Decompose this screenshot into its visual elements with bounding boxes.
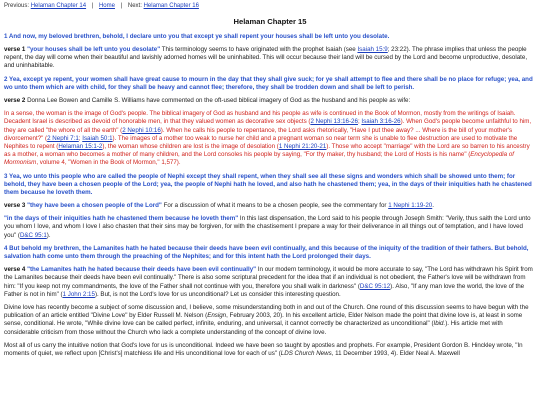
text-run: ; 23:22). The phrase implies that unless the people repent, the day will come when their beautiful and lavishly adorned homes will be uninhabited. This will occur because their land will be cursed by the Lord and become unproductive, desolate, and uninhabitable. xyxy=(4,46,528,70)
body-paragraph xyxy=(4,304,536,337)
text-run: 3 Yea, wo unto this people who are called the people of Nephi except they shall repent, when they shall see all these signs and wonders which shall be showed unto them; for behold, they have been a chosen people of the Lord; yea, the people of Nephi hath he loved, and also hath he chastened them; yea, in the days of their iniquities hath he chastened them because he loveth them. xyxy=(4,172,532,196)
next-prefix: Next: xyxy=(127,3,144,9)
chapter-content xyxy=(4,33,536,358)
verse-phrase: "the Lamanites hath he hated because their deeds have been evil continually" xyxy=(27,266,257,274)
text-run: , February 2003, 20). In his excellent article, Elder Nelson made the point that divine love is, at least in some sense, conditional. He wrote, "While divine love can be called perfect, infinite, enduring, and universal, it cannot correctly be characterized as unconditional" ( xyxy=(4,312,523,328)
scripture-verse xyxy=(4,173,536,198)
nav-separator: | xyxy=(120,3,123,9)
scripture-reference-link[interactable]: Isaiah 50:1 xyxy=(82,134,113,142)
text-run: ). Those who accept "marriage" with the Lord are so barren to his ancestry as a mother, a woman who becomes a mother of many children, and the Lord consoles his people by saying, "For thy maker, thy husband; the Lord of Hosts is his name" ( xyxy=(4,142,530,159)
text-run: ). When God's people become unfaithful to him, they are called "the whore of all the earth" ( xyxy=(4,118,532,134)
chapter-nav xyxy=(4,3,536,11)
body-paragraph xyxy=(4,342,536,358)
scripture-reference-link[interactable]: Helaman 15:1-2 xyxy=(58,142,103,150)
text-run: ). Also, "If any man love the world, the love of the Father is not in him" ( xyxy=(4,282,525,298)
scripture-reference-link[interactable]: Isaiah 3:16-26 xyxy=(361,118,401,126)
verse-label: verse 2 xyxy=(4,97,28,105)
verse-phrase: "they have been a chosen people of the Lord" xyxy=(27,202,162,210)
text-run: ). But, is not the Lord's love for us unconditional? Let us consider this interesting question. xyxy=(94,290,341,298)
text-run: This terminology seems to have originated with the prophet Isaiah (see xyxy=(160,46,358,54)
text-run: , 11 December 1993, 4). Elder Neal A. Maxwell xyxy=(331,349,460,357)
scripture-reference-link[interactable]: 1 Nephi 1:19-20 xyxy=(388,202,433,210)
scripture-verse xyxy=(4,76,536,92)
text-run: 4 But behold my brethren, the Lamanites hath he hated because their deeds have been evil continually, and this because of the iniquity of the tradition of their fathers. But behold, salvation hath come unto them through the preaching of the Nephites; and for this intent hath the Lord prolonged their days. xyxy=(4,244,529,261)
commentary-paragraph xyxy=(4,215,536,240)
text-run: In this last dispensation, the Lord said to his people through Joseph Smith: "Verily, thus saith the Lord unto you whom I love, and whom I love I also chasten that their sins may be forgiven, for with the chastisement I prepare a way for their deliverance in all things out of temptation, and I have loved you" ( xyxy=(4,215,531,239)
next-chapter-link[interactable]: Helaman Chapter 16 xyxy=(143,3,199,9)
publication-title: LDS Church News xyxy=(280,349,332,357)
text-run: ). When he calls his people to repentance, the Lord asks rhetorically, "Have I put thee away? ... Where is the bill of your mother's divorcement?" ( xyxy=(4,126,513,142)
publication-title: Ensign xyxy=(207,312,227,320)
scripture-reference-link[interactable]: 2 Nephi 13:16-26 xyxy=(310,118,358,126)
scripture-reference-link[interactable]: Isaiah 15:9 xyxy=(357,46,388,54)
text-run: ). His article met with considerable criticism from those without the Church who lack a complete understanding of the concept of divine love. xyxy=(4,320,503,336)
verse-phrase: "in the days of their iniquities hath he chastened them because he loveth them" xyxy=(4,215,239,223)
verse-label: verse 4 xyxy=(4,266,28,274)
text-run: 1 And now, my beloved brethren, behold, I declare unto you that except ye shall repent your houses shall be left unto you desolate. xyxy=(4,32,390,40)
text-run: Most all of us carry the intuitive notion that God's love for us is unconditional. Indeed we have been so taught by apostles and prophets. For example, President Gordon B. Hinckley wrote, "In moments of quiet, we reflect upon [Christ's] matchless life and His unconditional love for each of us" ( xyxy=(4,341,523,357)
verse-label: verse 3 xyxy=(4,202,28,210)
text-run: ). xyxy=(46,231,51,239)
commentary-paragraph xyxy=(4,46,536,71)
scripture-reference-link[interactable]: D&C 95:12 xyxy=(359,282,391,290)
scripture-reference-link[interactable]: 1 Nephi 21:20-21 xyxy=(278,142,327,150)
publication-title: Encyclopedia of Mormonism xyxy=(4,151,514,167)
text-run: , volume 4, "Women in the Book of Mormon," 1,577). xyxy=(36,159,181,167)
quoted-passage xyxy=(4,110,536,167)
verse-label: verse 1 xyxy=(4,46,28,54)
nav-separator: | xyxy=(91,3,94,9)
text-run: In our modern terminology, it would be more accurate to say, "The Lord has withdrawn his Spirit from the Lamanites because their deeds have been evil continually." There is also some scriptural precedent for the idea that if an individual is not obedient, the Father's love will be withdrawn from him: "If you keep not my commandments, the love of the Father shall not continue with you, therefore you shall walk in darkness" ( xyxy=(4,266,533,290)
scripture-verse xyxy=(4,33,536,41)
text-run: ; xyxy=(357,118,362,126)
text-run: ; xyxy=(78,134,83,142)
verse-phrase: "your houses shall be left unto you desolate" xyxy=(27,46,161,54)
commentary-paragraph xyxy=(4,202,536,210)
text-run: For a discussion of what it means to be a chosen people, see the commentary for xyxy=(161,202,389,210)
text-run: Divine love has recently become a subject of some discussion and, I believe, some misunderstanding both in and out of the Church. One round of this discussion seems to have begun with the publication of an article entitled "Divine Love" by Elder Russell M. Nelson ( xyxy=(4,303,529,320)
publication-title: Ibid. xyxy=(433,320,446,328)
text-run: In a sense, the woman is the image of God's people. The biblical imagery of God as husband and his people as wife is continued in the Book of Mormon, mostly from the writings of Isaiah. Decadent Israel is described as devoid of honorable men, in that they valued women as decorative sex objects ( xyxy=(4,110,516,126)
commentary-paragraph xyxy=(4,97,536,105)
text-run: . xyxy=(432,202,434,210)
scripture-verse xyxy=(4,245,536,261)
scripture-reference-link[interactable]: D&C 95:1 xyxy=(19,231,47,239)
home-link[interactable]: Home xyxy=(98,3,115,9)
page-title: Helaman Chapter 15 xyxy=(233,16,307,26)
previous-prefix: Previous: xyxy=(4,3,31,9)
text-run: ), the woman whose children are lost is the image of desolation ( xyxy=(102,142,279,150)
text-run: ). The images of a mother too weak to nurse her child and a pregnant woman so near term she is unable to flee destruction are used to motivate the Nephites to repent ( xyxy=(4,134,518,150)
previous-chapter-link[interactable]: Helaman Chapter 14 xyxy=(30,3,87,9)
scripture-reference-link[interactable]: 2 Nephi 7:1 xyxy=(47,134,79,142)
text-run: 2 Yea, except ye repent, your women shall have great cause to mourn in the day that they shall give suck; for ye shall attempt to flee and there shall be no place for refuge; yea, and wo unto them which are with child, for they shall be heavy and cannot flee; therefore, they shall be trodden down and shall be left to perish. xyxy=(4,75,533,91)
scripture-reference-link[interactable]: 1 John 2:15 xyxy=(62,290,95,298)
text-run: Donna Lee Bowen and Camille S. Williams have commented on the oft-used biblical imagery of God as the husband and his people as wife: xyxy=(27,97,411,105)
scripture-reference-link[interactable]: 2 Nephi 10:16 xyxy=(122,126,161,134)
commentary-paragraph xyxy=(4,266,536,299)
